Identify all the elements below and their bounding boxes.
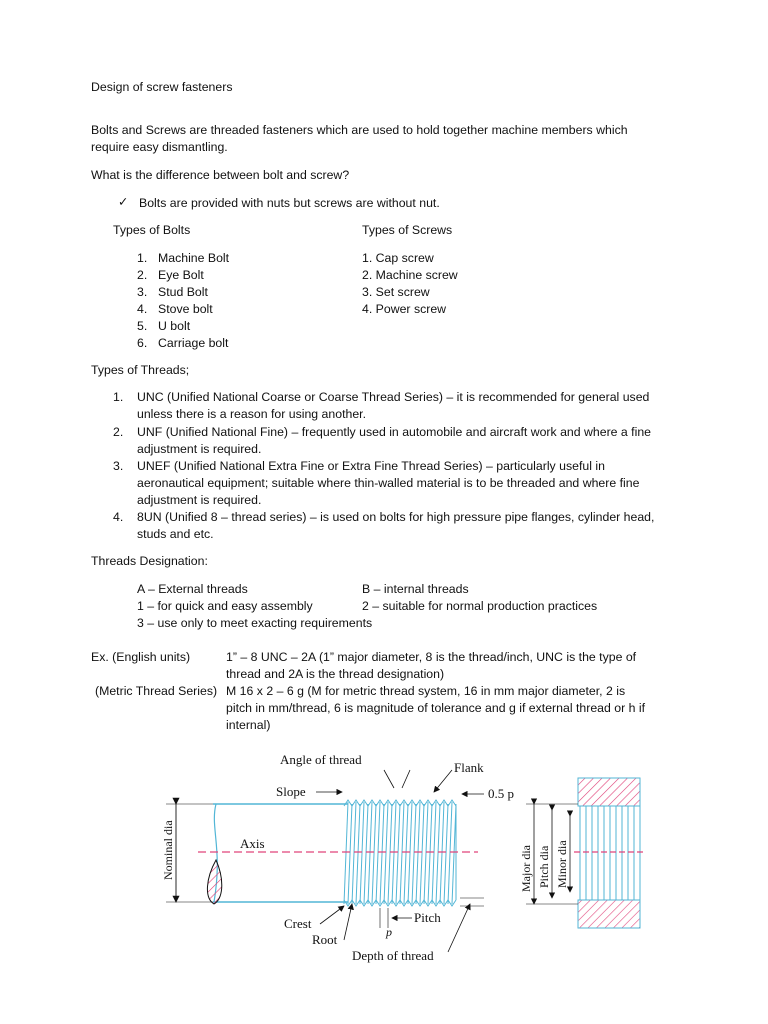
designation-1: 1 – for quick and easy assembly: [137, 599, 313, 613]
bolt-shank: [213, 804, 348, 902]
english-example-line: thread and 2A is the thread designation): [226, 667, 445, 681]
designation-heading: Threads Designation:: [91, 554, 208, 568]
slope-label: Slope: [276, 784, 306, 799]
axis-label: Axis: [240, 836, 265, 851]
english-example-line: 1” – 8 UNC – 2A (1” major diameter, 8 is the thread/inch, UNC is the type of: [226, 650, 637, 664]
metric-example-line: internal): [226, 718, 271, 732]
list-item: 8UN (Unified 8 – thread series) – is used on bolts for high pressure pipe flanges, cylinder head,: [137, 510, 655, 524]
threaded-section: [344, 800, 456, 906]
threads-heading: Types of Threads;: [91, 363, 190, 377]
list-item-number: 2.: [137, 268, 148, 282]
check-icon: ✓: [118, 195, 129, 209]
list-item: Carriage bolt: [158, 336, 229, 350]
nut-section: [574, 778, 644, 928]
list-item-number: 1.: [113, 390, 124, 404]
major-dia-label: Major dia: [519, 845, 533, 892]
list-item-number: 4.: [113, 510, 124, 524]
list-item-number: 4.: [137, 302, 148, 316]
metric-example-label: (Metric Thread Series): [95, 684, 218, 698]
designation-2: 2 – suitable for normal production practices: [362, 599, 598, 613]
list-item: 4. Power screw: [362, 302, 447, 316]
intro-paragraph: Bolts and Screws are threaded fasteners which are used to hold together machine members which require easy dismantling.: [91, 123, 628, 154]
metric-example-line: pitch in mm/thread, 6 is magnitude of tolerance and g if external thread or h if: [226, 701, 646, 715]
page-title: Design of screw fasteners: [91, 80, 233, 94]
half-pitch-label: 0.5 p: [488, 786, 514, 801]
list-item: unless there is a reason for using another.: [137, 407, 366, 421]
list-item-number: 1.: [137, 251, 148, 265]
list-item-number: 3.: [113, 459, 124, 473]
designation-a: A – External threads: [137, 582, 248, 596]
list-item: U bolt: [158, 319, 191, 333]
designation-b: B – internal threads: [362, 582, 469, 596]
list-item-number: 5.: [137, 319, 148, 333]
answer: Bolts are provided with nuts but screws are without nut.: [139, 196, 440, 210]
crest-label: Crest: [284, 916, 312, 931]
list-item: Machine Bolt: [158, 251, 230, 265]
list-item: Stove bolt: [158, 302, 213, 316]
flank-label: Flank: [454, 760, 484, 775]
english-example-label: Ex. (English units): [91, 650, 191, 664]
list-item: studs and etc.: [137, 527, 214, 541]
angle-of-thread-label: Angle of thread: [280, 752, 362, 767]
list-item: UNC (Unified National Coarse or Coarse Thread Series) – it is recommended for general used: [137, 390, 650, 404]
screw-thread-diagram: [148, 748, 648, 968]
list-item: adjustment is required.: [137, 442, 262, 456]
section-teardrop: [207, 860, 221, 904]
list-item: Eye Bolt: [158, 268, 204, 282]
pitch-label: Pitch: [414, 910, 441, 925]
list-item-number: 2.: [113, 425, 124, 439]
nominal-dia-label: Nominal dia: [161, 820, 175, 880]
screws-heading: Types of Screws: [362, 223, 453, 237]
list-item: 3. Set screw: [362, 285, 430, 299]
list-item: Stud Bolt: [158, 285, 208, 299]
list-item-number: 3.: [137, 285, 148, 299]
list-item: adjustment is required.: [137, 493, 262, 507]
depth-of-thread-label: Depth of thread: [352, 948, 434, 963]
metric-example-line: M 16 x 2 – 6 g (M for metric thread system, 16 in mm major diameter, 2 is: [226, 684, 626, 698]
list-item: aeronautical equipment; suitable where thin-walled material is to be threaded and where fine: [137, 476, 640, 490]
list-item: UNEF (Unified National Extra Fine or Extra Fine Thread Series) – particularly useful in: [137, 459, 605, 473]
bolts-heading: Types of Bolts: [113, 223, 191, 237]
designation-3: 3 – use only to meet exacting requirements: [137, 616, 373, 630]
list-item: 2. Machine screw: [362, 268, 458, 282]
pitch-dia-label: Pitch dia: [537, 845, 551, 888]
root-label: Root: [312, 932, 338, 947]
minor-dia-label: Minor dia: [555, 840, 569, 888]
p-label: p: [386, 925, 392, 939]
list-item-number: 6.: [137, 336, 148, 350]
list-item: UNF (Unified National Fine) – frequently used in automobile and aircraft work and where a fine: [137, 425, 651, 439]
list-item: 1. Cap screw: [362, 251, 434, 265]
question: What is the difference between bolt and screw?: [91, 168, 350, 182]
